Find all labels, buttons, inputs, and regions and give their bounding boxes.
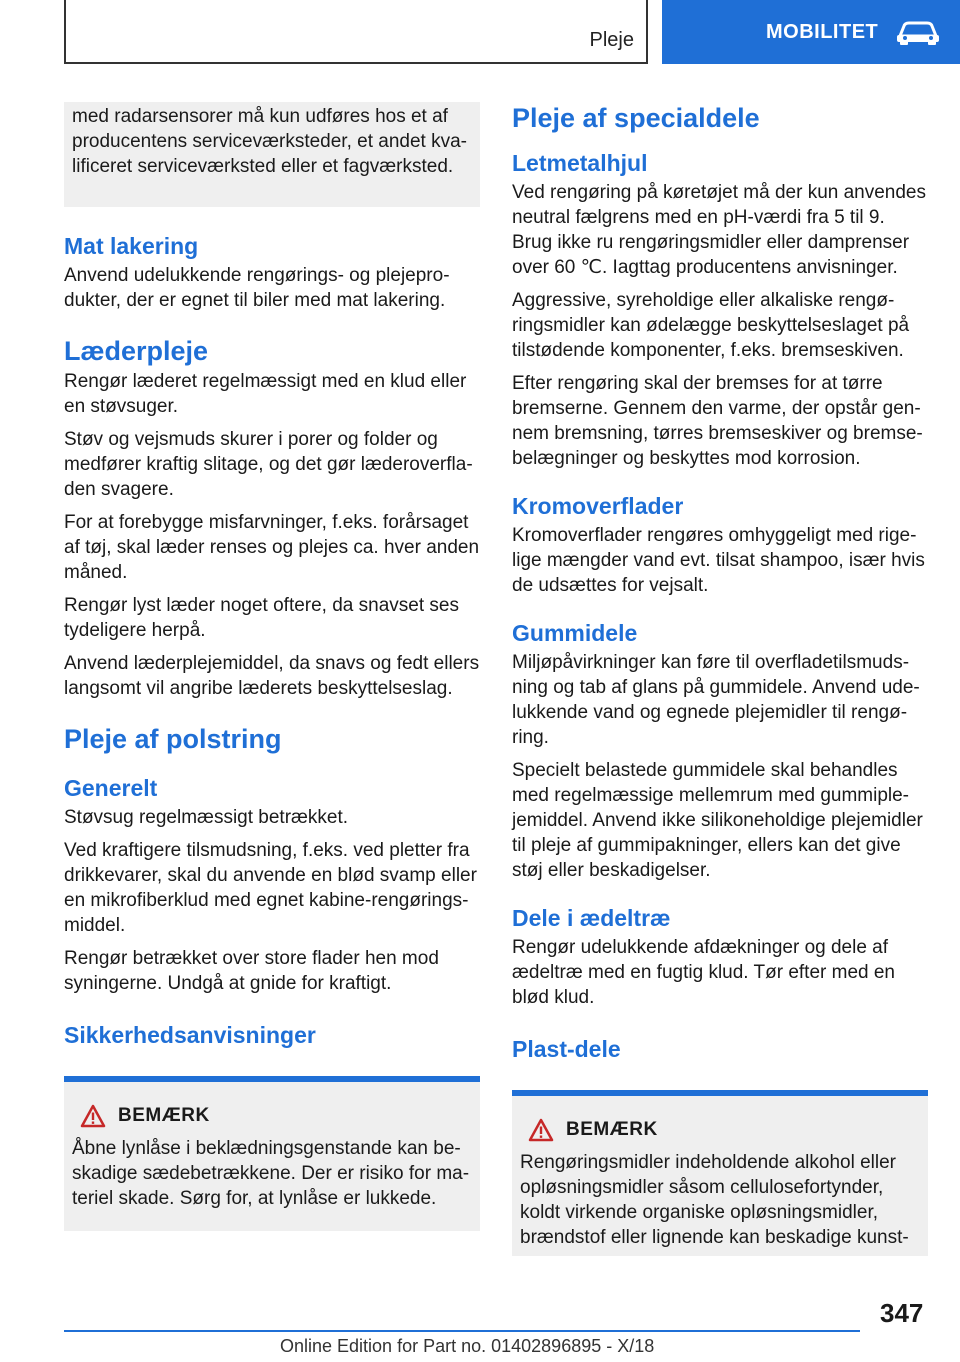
heading-generelt: Generelt <box>64 775 158 801</box>
footer-edition: Online Edition for Part no. 01402896895 - X/18 <box>280 1336 655 1356</box>
notice-text: Rengøringsmidler indeholdende alkohol eller opløsningsmidler såsom cellulosefortynder, koldt virkende organiske opløsningsmidler, brændstof eller lignende kan beskadige kunst- <box>520 1152 909 1248</box>
notice-text: Åbne lynlåse i beklædningsgenstande kan be-skadige sædebetrækkene. Der er risiko for ma-teriel skade. Sørg for, at lynlåse er lukkede. <box>72 1138 470 1209</box>
header-section-box <box>64 0 648 64</box>
paragraph: Anvend læderplejemiddel, da snavs og fedt ellers langsomt vil angribe læderets beskyttelseslag. <box>64 653 480 699</box>
paragraph: Efter rengøring skal der bremses for at tørre bremserne. Gennem den varme, der opstår gen-nem bremsning, tørres bremseskiver og bremse-belægninger og beskyttes mod korrosion. <box>512 373 923 469</box>
krom-text: Kromoverflader rengøres omhyggeligt med rige-lige mængder vand evt. tilsat shampoo, især hvis de udsættes for vejsalt. <box>512 525 925 596</box>
footer-divider <box>64 1330 860 1332</box>
notice-box <box>512 1090 928 1256</box>
paragraph: Rengør betrækket over store flader hen mod syningerne. Undgå at gnide for kraftigt. <box>64 948 439 994</box>
heading-letmetalhjul: Letmetalhjul <box>512 150 648 176</box>
heading-polstring: Pleje af polstring <box>64 724 282 754</box>
paragraph: Rengør læderet regelmæssigt med en klud eller en støvsuger. <box>64 371 467 417</box>
notice-header <box>520 1118 920 1142</box>
heading-mat-lakering: Mat lakering <box>64 233 199 259</box>
paragraph: Rengør lyst læder noget oftere, da snavset ses tydeligere herpå. <box>64 595 459 641</box>
paragraph: Støvsug regelmæssigt betrækket. <box>64 807 349 828</box>
notice-header <box>72 1104 472 1128</box>
header-chapter-title: MOBILITET <box>766 20 879 43</box>
header-chapter-bar <box>662 0 960 64</box>
heading-specialdele: Pleje af specialdele <box>512 103 760 133</box>
notice-label: BEMÆRK <box>566 1119 658 1140</box>
heading-gummidele: Gummidele <box>512 620 638 646</box>
car-icon <box>894 18 942 46</box>
heading-plast-dele: Plast-dele <box>512 1036 621 1062</box>
left-column <box>64 102 480 1231</box>
page-number: 347 <box>880 1298 924 1328</box>
header-section-title: Pleje <box>589 29 634 51</box>
heading-aedeltrae: Dele i ædeltræ <box>512 905 671 931</box>
notice-label: BEMÆRK <box>118 1105 210 1126</box>
paragraph: Støv og vejsmuds skurer i porer og folder og medfører kraftig slitage, og det gør læderoverfla-den svagere. <box>64 429 473 500</box>
aedeltrae-text: Rengør udelukkende afdækninger og dele af ædeltræ med en fugtig klud. Tør efter med en blød klud. <box>512 937 895 1008</box>
paragraph: Miljøpåvirkninger kan føre til overfladetilsmuds-ning og tab af glans på gummidele. Anvend ude-lukkende vand og egnede plejemidler til rengø-ring. <box>512 652 920 748</box>
paragraph: Specielt belastede gummidele skal behandles med regelmæssige mellemrum med gummiple-jemiddel. Anvend ikke silikoneholdige plejemidler til pleje af gummipakninger, ellers kan det give støj eller beskadigelser. <box>512 760 923 881</box>
warning-icon <box>528 1118 554 1142</box>
warning-icon <box>80 1104 106 1128</box>
paragraph: For at forebygge misfarvninger, f.eks. forårsaget af tøj, skal læder renses og plejes ca. hver anden måned. <box>64 512 480 583</box>
paragraph: Ved rengøring på køretøjet må der kun anvendes neutral fælgrens med en pH-værdi fra 5 til 9. Brug ikke ru rengøringsmidler eller damprenser over 60 ℃. Iagttag producentens anvisninger. <box>512 182 927 278</box>
intro-box <box>64 102 480 207</box>
mat-lakering-text: Anvend udelukkende rengørings- og plejepro-dukter, der er egnet til biler med mat lakering. <box>64 265 450 311</box>
intro-text: med radarsensorer må kun udføres hos et af producentens serviceværksteder, et andet kva-lificeret serviceværksted eller et fagværksted. <box>72 106 467 177</box>
paragraph: Aggressive, syreholdige eller alkaliske rengø-ringsmidler kan ødelægge beskyttelseslaget på tilstødende komponenter, f.eks. bremseskiven. <box>512 290 910 361</box>
right-column <box>512 102 928 1256</box>
paragraph: Ved kraftigere tilsmudsning, f.eks. ved pletter fra drikkevarer, skal du anvende en blød svamp eller en mikrofiberklud med egnet kabine-rengørings-middel. <box>64 840 477 936</box>
notice-box <box>64 1076 480 1231</box>
heading-kromoverflader: Kromoverflader <box>512 493 684 519</box>
heading-laederpleje: Læderpleje <box>64 336 209 366</box>
heading-sikkerhedsanvisninger: Sikkerhedsanvisninger <box>64 1022 316 1048</box>
